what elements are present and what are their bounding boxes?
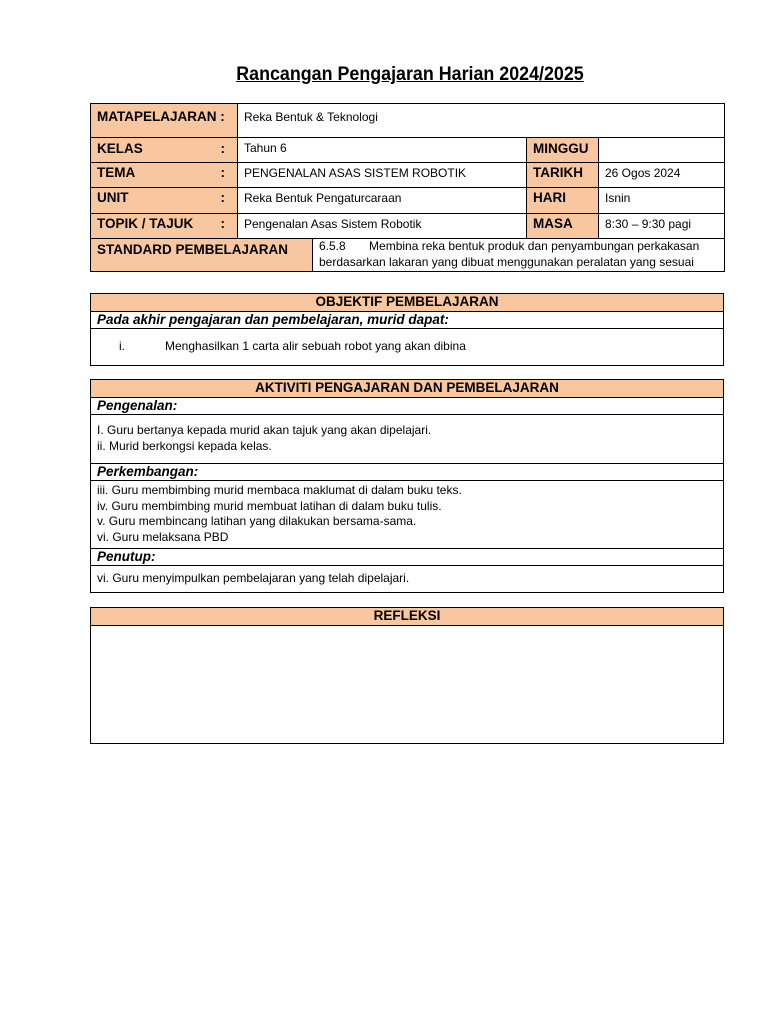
standard-text-1: Membina reka bentuk produk dan penyambungan perkakasan xyxy=(369,239,700,253)
pengenalan-line: I. Guru bertanya kepada murid akan tajuk yang akan dipelajari. xyxy=(97,423,432,437)
tarikh-label: TARIKH xyxy=(527,163,599,188)
standard-value xyxy=(313,239,725,272)
standard-code: 6.5.8 xyxy=(319,239,346,253)
kelas-value: Tahun 6 xyxy=(238,138,527,163)
standard-table xyxy=(90,238,725,272)
unit-label: UNIT : xyxy=(91,188,238,214)
tema-value: PENGENALAN ASAS SISTEM ROBOTIK xyxy=(238,163,527,188)
hari-value: Isnin xyxy=(599,188,725,214)
refleksi-heading: REFLEKSI xyxy=(91,608,724,626)
objektif-intro: Pada akhir pengajaran dan pembelajaran, murid dapat: xyxy=(91,312,724,329)
masa-label: MASA xyxy=(527,214,599,239)
topik-label: TOPIK / TAJUK : xyxy=(91,214,238,239)
penutup-line: vi. Guru menyimpulkan pembelajaran yang telah dipelajari. xyxy=(97,571,410,585)
perkembangan-label: Perkembangan: xyxy=(91,464,724,481)
perkembangan-line: iv. Guru membimbing murid membuat latihan di dalam buku tulis. xyxy=(97,498,442,513)
page-title: Rancangan Pengajaran Harian 2024/2025 xyxy=(236,64,584,85)
penutup-label: Penutup: xyxy=(91,549,724,566)
matapelajaran-value: Reka Bentuk & Teknologi xyxy=(238,104,725,138)
masa-value: 8:30 – 9:30 pagi xyxy=(599,214,725,239)
objektif-item xyxy=(91,329,724,366)
perkembangan-line: v. Guru membincang latihan yang dilakukan bersama-sama. xyxy=(97,514,417,528)
info-table xyxy=(90,103,725,239)
pengenalan-line: ii. Murid berkongsi kepada kelas. xyxy=(97,438,272,453)
refleksi-content[interactable] xyxy=(91,626,724,744)
perkembangan-content xyxy=(91,481,724,549)
tema-label: TEMA : xyxy=(91,163,238,188)
refleksi-table xyxy=(90,607,724,744)
tarikh-value: 26 Ogos 2024 xyxy=(599,163,725,188)
minggu-value xyxy=(599,138,725,163)
standard-text-2: berdasarkan lakaran yang dibuat menggunakan peralatan yang sesuai xyxy=(319,254,694,269)
objektif-item-text: Menghasilkan 1 carta alir sebuah robot yang akan dibina xyxy=(165,339,466,353)
topik-value: Pengenalan Asas Sistem Robotik xyxy=(238,214,527,239)
objektif-item-num: i. xyxy=(119,339,125,353)
pengenalan-label: Pengenalan: xyxy=(91,398,724,415)
matapelajaran-label: MATAPELAJARAN : xyxy=(91,104,238,138)
perkembangan-line: iii. Guru membimbing murid membaca maklumat di dalam buku teks. xyxy=(97,483,462,497)
pengenalan-content xyxy=(91,415,724,464)
aktiviti-heading: AKTIVITI PENGAJARAN DAN PEMBELAJARAN xyxy=(91,380,724,398)
unit-value: Reka Bentuk Pengaturcaraan xyxy=(238,188,527,214)
objektif-heading: OBJEKTIF PEMBELAJARAN xyxy=(91,294,724,312)
standard-label: STANDARD PEMBELAJARAN xyxy=(91,239,313,272)
hari-label: HARI xyxy=(527,188,599,214)
penutup-content xyxy=(91,566,724,593)
perkembangan-line: vi. Guru melaksana PBD xyxy=(97,529,229,544)
minggu-label: MINGGU xyxy=(527,138,599,163)
kelas-label: KELAS : xyxy=(91,138,238,163)
objektif-table xyxy=(90,293,724,366)
aktiviti-table xyxy=(90,379,724,593)
